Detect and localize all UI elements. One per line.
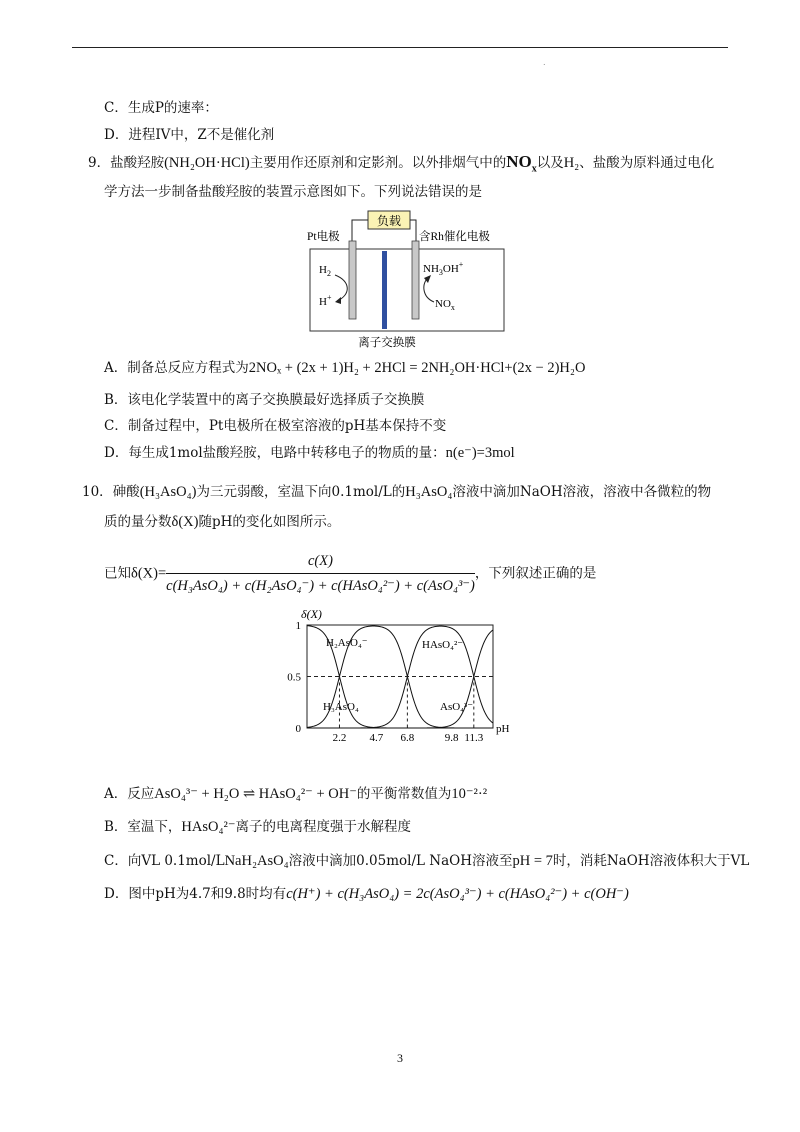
label-aso4: AsO₄³⁻ <box>440 701 474 713</box>
q10-delta: δ(X) <box>171 514 199 530</box>
q9-option-c: C．制备过程中，Pt电极所在极室溶液的pH基本保持不变 <box>104 418 447 434</box>
q9-stem-part: 主要用作还原剂和定影剂。以外排烟气中的 <box>249 155 507 171</box>
membrane-caption: 离子交换膜 <box>358 337 416 349</box>
x-tick-label: 6.8 <box>400 732 415 744</box>
wire-right <box>410 220 416 243</box>
q9-stem-line2: 学方法一步制备盐酸羟胺的装置示意图如下。下列说法错误的是 <box>104 184 482 200</box>
x-tick-label: 4.7 <box>369 732 384 744</box>
q10-option-a-value: 10⁻²·² <box>451 786 488 802</box>
q9-nox: $NO_x$ <box>506 152 537 175</box>
q9-stem-part: 盐酸羟胺 <box>110 155 165 171</box>
wire-left <box>352 220 368 243</box>
header-rule <box>72 47 728 48</box>
q9-h2: H₂ <box>563 155 580 171</box>
x-tick-label: 2.2 <box>332 732 347 744</box>
q10-option-b: B．室温下，HAsO₄²⁻离子的电离程度强于水解程度 <box>104 819 412 835</box>
cell-container <box>310 249 504 331</box>
q10-fraction-numerator: c(X) <box>166 551 475 574</box>
hplus-label: H+ <box>319 293 332 308</box>
q10-option-c-ph: pH = 7 <box>512 853 553 869</box>
nh3oh-label: $NH_3OH^+$ <box>423 260 464 277</box>
ion-exchange-membrane <box>382 251 387 329</box>
q10-number: 10． <box>82 484 113 500</box>
load-label: 负载 <box>376 214 402 228</box>
q9-option-d-equation: n(e⁻)=3mol <box>445 445 515 461</box>
nox-label: $NO_x$ <box>435 298 455 312</box>
x-tick-label: 9.8 <box>444 732 459 744</box>
page-number: 3 <box>397 1051 403 1065</box>
q9-stem-part: 以及 <box>536 155 564 171</box>
q9-stem-part: 、盐酸为原料通过电化 <box>579 155 715 171</box>
q10-stem-line1: 10．砷酸(H₃AsO₄)为三元弱酸，室温下向0.1mol/L的H₃AsO₄溶液中滴加NaOH溶液，溶液中各微粒的物 <box>82 484 712 500</box>
q10-option-d: D．图中pH为4.7和9.8时均有c(H⁺) + c(H₃AsO₄) = 2c(AsO₄³⁻) + c(HAsO₄²⁻) + c(OH⁻) <box>104 886 629 902</box>
pt-electrode-label: Pt电极 <box>307 231 340 243</box>
q9-number: 9． <box>88 155 111 171</box>
y-tick-label: 0.5 <box>287 671 301 684</box>
q10-acid-formula: (H₃AsO₄) <box>139 484 197 500</box>
q10-option-c-salt: NaH₂AsO₄ <box>224 853 289 869</box>
q9-formula: (NH₂OH·HCl) <box>164 155 250 171</box>
electrolysis-diagram <box>295 205 525 350</box>
q9-option-a-equation: 2NOₓ + (2x + 1)H₂ + 2HCl = 2NH₂OH·HCl+(2x − 2)H₂O <box>248 360 586 376</box>
q8-option-d: D．进程IV中，Z不是催化剂 <box>104 127 275 143</box>
distribution-chart <box>280 604 525 746</box>
x-tick-label: 11.3 <box>464 732 484 744</box>
y-tick-label: 1 <box>295 620 301 632</box>
q10-option-a-equation: AsO₄³⁻ + H₂O ⇌ HAsO₄²⁻ + OH⁻ <box>154 786 357 802</box>
q10-known-definition: 已知δ(X)= $\frac{c(X)}{\text{c(H₃AsO₄) + c(H₂AsO₄⁻) + c(HAsO₄²⁻) + c(AsO₄³⁻)}}$ ，下列叙述正确的是 <box>104 553 597 594</box>
label-h2aso4: H₂AsO₄⁻ <box>326 637 368 649</box>
h2-label: $H_2$ <box>319 264 331 278</box>
x-axis-label: pH <box>496 723 510 735</box>
q9-option-d: D．每生成1mol盐酸羟胺，电路中转移电子的物质的量：n(e⁻)=3mol <box>104 445 515 461</box>
q10-delta-lhs: δ(X)= <box>131 565 167 582</box>
label-h3aso4: H₃AsO₄ <box>323 701 359 713</box>
q10-option-b-ion: HAsO₄²⁻ <box>181 819 236 835</box>
q9-option-b: B．该电化学装置中的离子交换膜最好选择质子交换膜 <box>104 392 425 408</box>
q10-option-a: A．反应AsO₄³⁻ + H₂O ⇌ HAsO₄²⁻ + OH⁻的平衡常数值为10⁻²·² <box>104 786 488 802</box>
q10-option-c: C．向VL 0.1mol/LNaH₂AsO₄溶液中滴加0.05mol/L NaOH溶液至pH = 7时，消耗NaOH溶液体积大于VL <box>104 853 750 869</box>
q10-acid-formula-2: H₃AsO₄ <box>405 484 453 500</box>
q9-stem-line1 <box>88 152 714 173</box>
q9-option-a: A．制备总反应方程式为2NOₓ + (2x + 1)H₂ + 2HCl = 2NH₂OH·HCl+(2x − 2)H₂O <box>104 360 586 376</box>
header-dot: . <box>543 58 546 67</box>
q8-option-c: C．生成P的速率： <box>104 100 218 116</box>
q10-stem-line2: 质的量分数δ(X)随pH的变化如图所示。 <box>104 514 341 530</box>
rh-electrode <box>412 241 419 319</box>
pt-electrode <box>349 241 356 319</box>
label-haso4: HAsO₄²⁻ <box>422 639 464 651</box>
rh-electrode-label: 含Rh催化电极 <box>419 231 490 243</box>
q10-fraction <box>166 551 475 596</box>
y-axis-label: δ(X) <box>301 607 322 621</box>
q10-fraction-denominator: c(H₃AsO₄) + c(H₂AsO₄⁻) + c(HAsO₄²⁻) + c(AsO₄³⁻) <box>166 578 475 594</box>
y-tick-label: 0 <box>295 723 301 735</box>
q10-option-d-equation: c(H⁺) + c(H₃AsO₄) = 2c(AsO₄³⁻) + c(HAsO₄²⁻) + c(OH⁻) <box>286 886 629 902</box>
